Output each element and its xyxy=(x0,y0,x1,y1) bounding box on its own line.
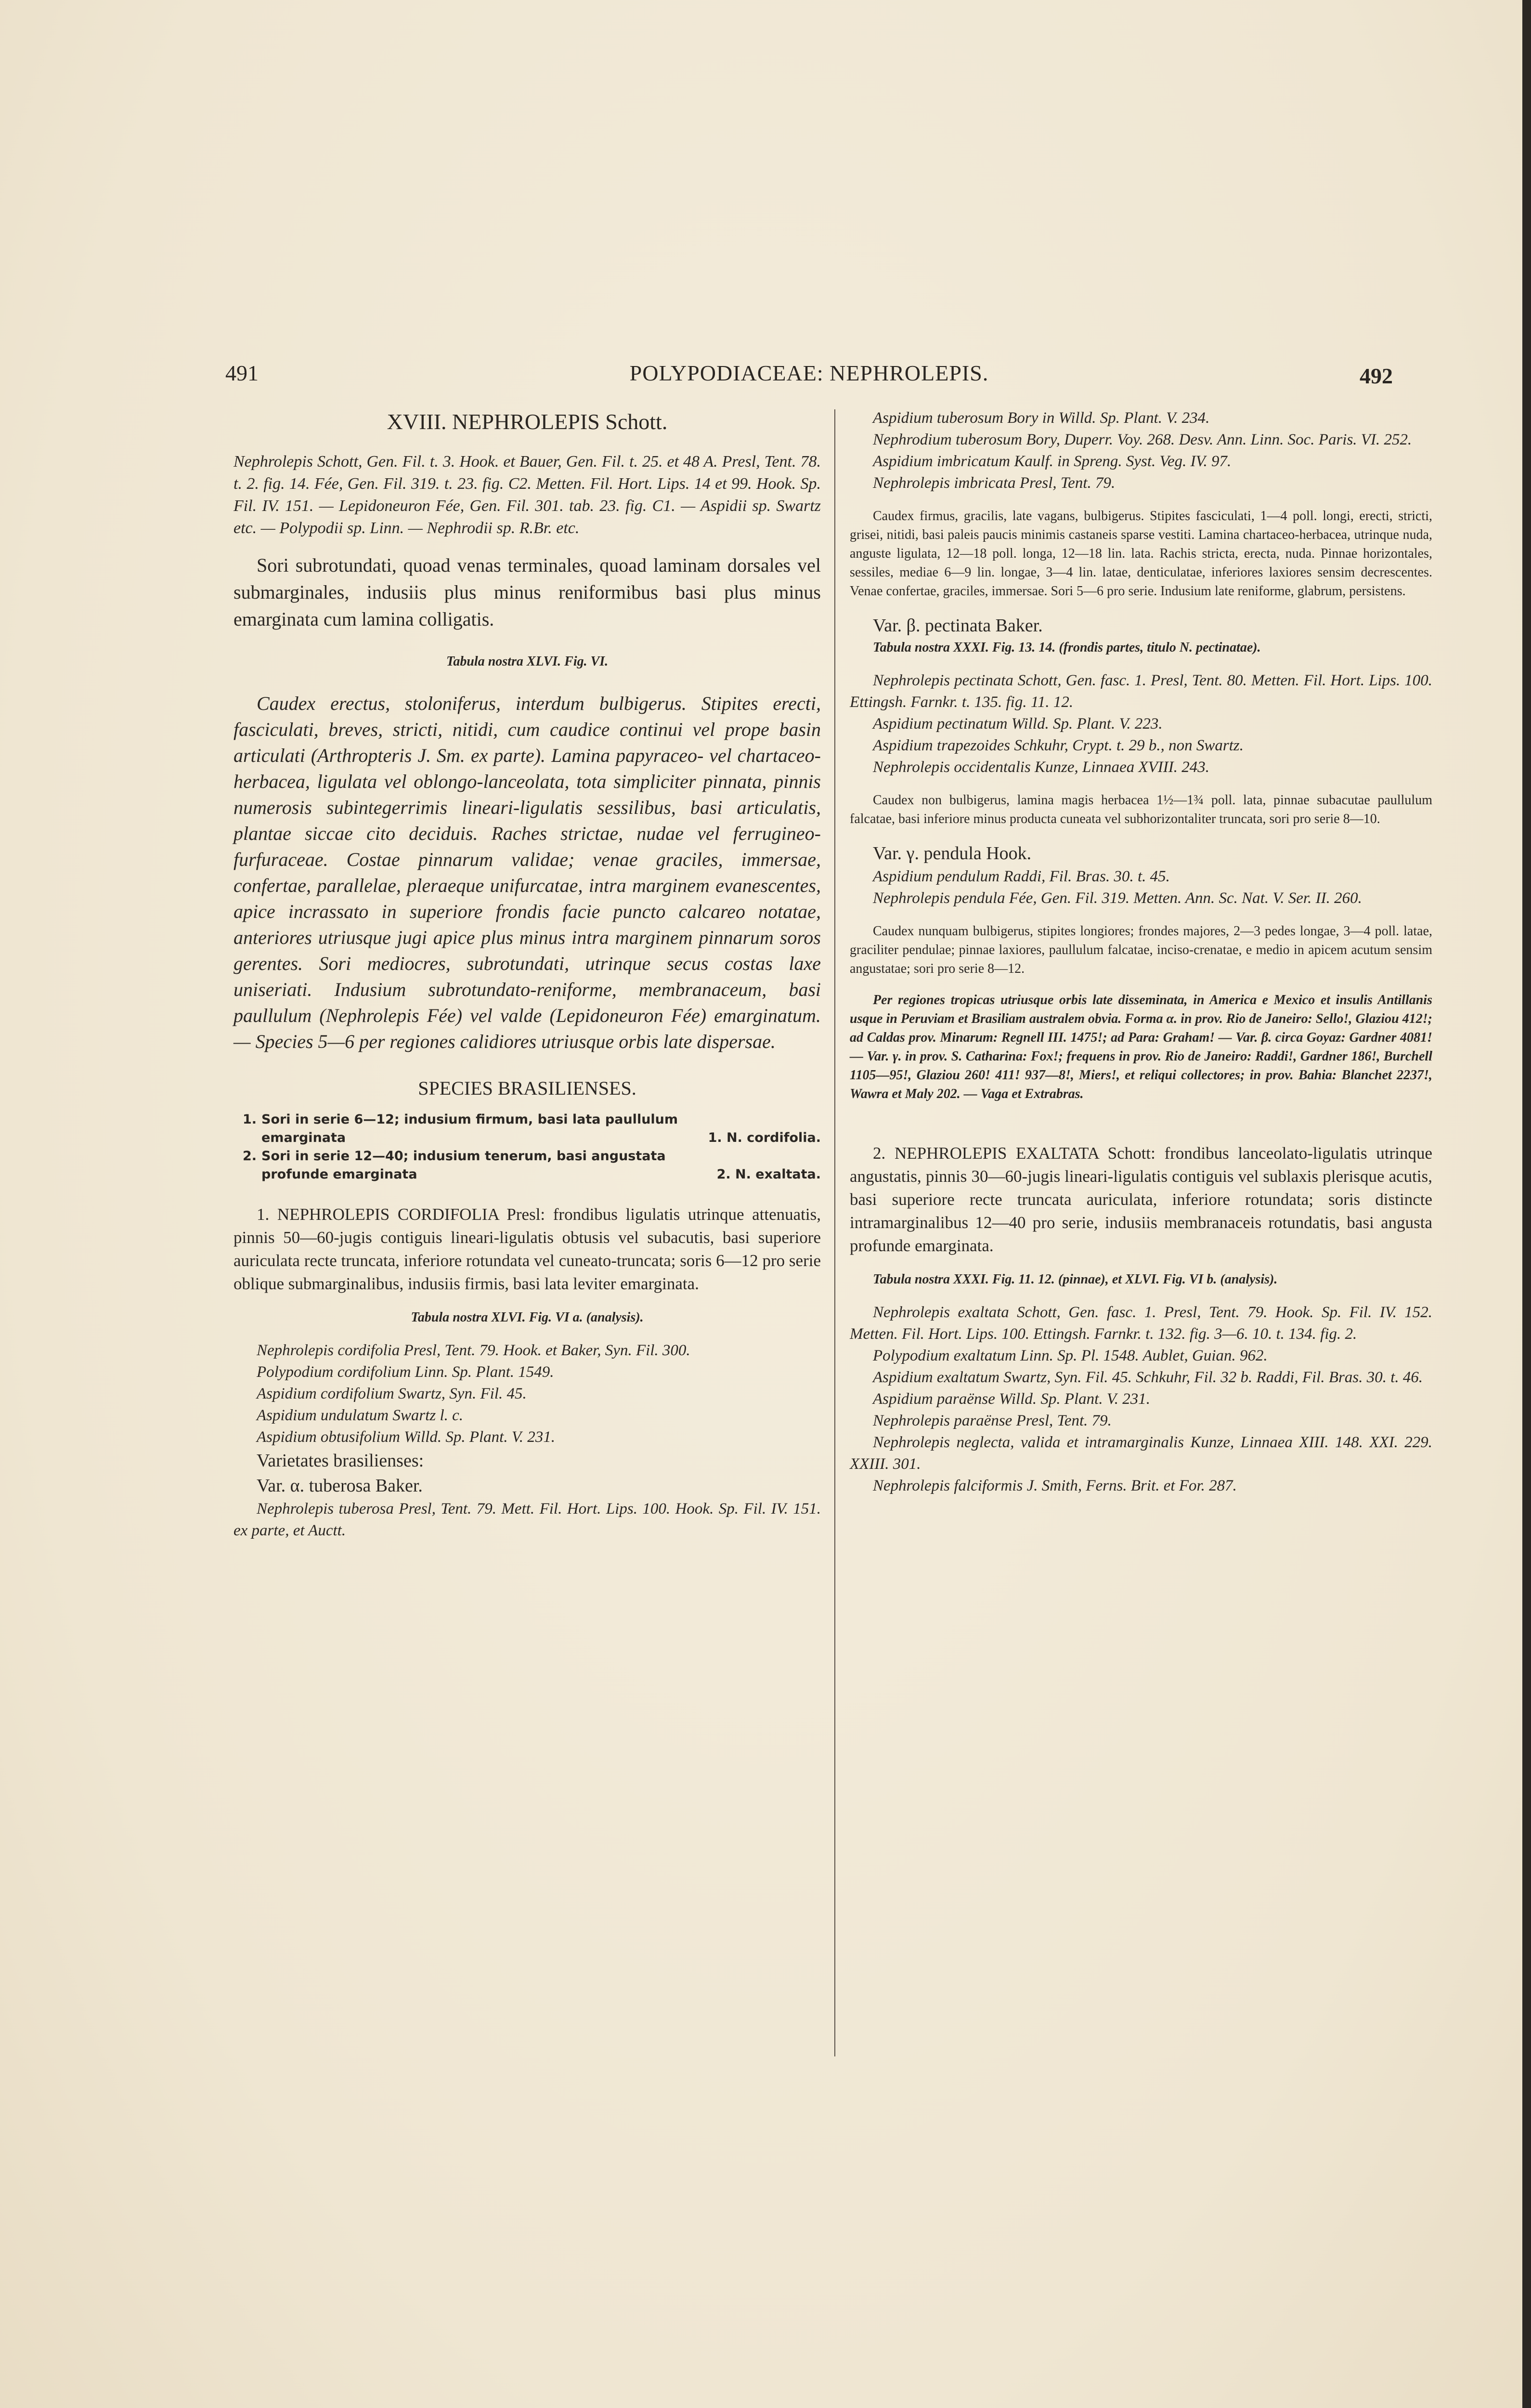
key-number: 2. xyxy=(242,1149,257,1164)
var-beta-tabula: Tabula nostra XXXI. Fig. 13. 14. (frondis partes, titulo N. pectinatae). xyxy=(873,640,1261,655)
species-1-reference: Nephrolepis cordifolia Presl, Tent. 79. Hook. et Baker, Syn. Fil. 300. xyxy=(257,1342,690,1359)
beta-reference: Aspidium pectinatum Willd. Sp. Plant. V. 223. xyxy=(873,715,1163,733)
distribution: Per regiones tropicas utriusque orbis late disseminata, in America e Mexico et insulis Antillanis usque in Peruviam et Brasiliam australem obvia. Forma α. in prov. Rio de Janeiro: Sello!, Glaziou 412!; ad Caldas prov. Minarum: Regnell III. 1475!; ad Para: Graham! — Var. β. circa Goyaz: Gardner 4081! — Var. γ. in prov. S. Catharina: Fox!; frequens in prov. Rio de Janeiro: Raddi!, Gardner 186!, Burchell 1105—95!, Glaziou 260! 411! 937—8!, Miers!, et reliqui collectores; in prov. Bahia: Blanchet 2237!, Wawra et Maly 202. — Vaga et Extrabras. xyxy=(850,993,1432,1101)
tabula-reference-3: Tabula nostra XXXI. Fig. 11. 12. (pinnae), et XLVI. Fig. VI b. (analysis). xyxy=(873,1272,1278,1287)
page-number-left: 491 xyxy=(225,361,259,385)
right-column xyxy=(850,407,1432,1497)
beta-reference: Aspidium trapezoides Schkuhr, Crypt. t. 29 b., non Swartz. xyxy=(873,737,1244,754)
alpha-reference: Aspidium tuberosum Bory in Willd. Sp. Plant. V. 234. xyxy=(873,409,1210,427)
species-2-reference: Aspidium exaltatum Swartz, Syn. Fil. 45. Schkuhr, Fil. 32 b. Raddi, Fil. Bras. 30. t. 46. xyxy=(873,1369,1423,1386)
tabula-reference-2: Tabula nostra XLVI. Fig. VI a. (analysis). xyxy=(411,1310,644,1325)
var-gamma-description: Caudex nunquam bulbigerus, stipites longiores; frondes majores, 2—3 pedes longae, 3—4 poll. latae, graciliter pendulae; pinnae laxiores, paullulum falcatae, inciso-crenatae, e medio in apicem acutum sensim angustatae; sori pro serie 8—12. xyxy=(850,924,1432,976)
var-beta-heading: Var. β. pectinata Baker. xyxy=(873,615,1043,636)
genus-synonymy: Nephrolepis Schott, Gen. Fil. t. 3. Hook. et Bauer, Gen. Fil. t. 25. et 48 A. Presl, Tent. 78. t. 2. fig. 14. Fée, Gen. Fil. 319. t. 23. fig. C2. Metten. Fil. Hort. Lips. 14 et 99. Hook. Sp. Fil. IV. 151. — Lepidoneuron Fée, Gen. Fil. 301. tab. 23. fig. C1. — Aspidii sp. Swartz etc. — Polypodii sp. Linn. — Nephrodii sp. R.Br. etc. xyxy=(234,453,821,537)
var-alpha-heading: Var. α. tuberosa Baker. xyxy=(257,1476,423,1496)
running-title: POLYPODIACEAE: NEPHROLEPIS. xyxy=(629,361,989,385)
key-row-1 xyxy=(234,1111,821,1147)
alpha-reference: Nephrodium tuberosum Bory, Duperr. Voy. 268. Desv. Ann. Linn. Soc. Paris. VI. 252. xyxy=(873,431,1412,448)
species-2-reference: Nephrolepis paraënse Presl, Tent. 79. xyxy=(873,1412,1112,1429)
var-beta-description: Caudex non bulbigerus, lamina magis herbacea 1½—1¾ poll. lata, pinnae subacutae paullulum falcatae, basi inferiore minus producta cuneata vel subhorizontaliter truncata, sori pro serie 8—10. xyxy=(850,793,1432,826)
tabula-reference-1: Tabula nostra XLVI. Fig. VI. xyxy=(446,654,609,669)
page-edge-shadow xyxy=(1522,0,1531,2408)
left-column xyxy=(234,407,821,1542)
species-2-reference: Aspidium paraënse Willd. Sp. Plant. V. 231. xyxy=(873,1390,1150,1408)
key-text: Sori in serie 12—40; indusium tenerum, basi angustata profunde emarginata xyxy=(261,1149,666,1182)
species-heading: SPECIES BRASILIENSES. xyxy=(418,1077,636,1099)
species-2-description: 2. NEPHROLEPIS EXALTATA Schott: frondibus lanceolato-ligulatis utrinque angustatis, pinnis 30—60-jugis lineari-ligulatis contiguis vel sublaxis plerisque acutis, basi superiore recte truncata auriculata, inferiore rotundata; soris distincte intramarginalibus 12—40 pro serie, indusiis membranaceis rotundatis, basi angusta profunde emarginata. xyxy=(850,1144,1432,1255)
key-target: 2. N. exaltata. xyxy=(716,1167,821,1182)
key-row-2 xyxy=(234,1147,821,1184)
species-1-reference: Aspidium cordifolium Swartz, Syn. Fil. 45. xyxy=(257,1385,527,1402)
beta-reference: Nephrolepis pectinata Schott, Gen. fasc. 1. Presl, Tent. 80. Metten. Fil. Hort. Lips. 100. Ettingsh. Farnkr. t. 135. fig. 11. 12. xyxy=(850,672,1432,711)
key-text: Sori in serie 6—12; indusium firmum, basi lata paullulum emarginata xyxy=(261,1112,678,1145)
gamma-reference: Nephrolepis pendula Fée, Gen. Fil. 319. Metten. Ann. Sc. Nat. V. Ser. II. 260. xyxy=(873,890,1362,907)
species-1-reference: Aspidium undulatum Swartz l. c. xyxy=(257,1407,464,1424)
species-1-reference: Polypodium cordifolium Linn. Sp. Plant. 1549. xyxy=(257,1363,554,1381)
var-gamma-heading: Var. γ. pendula Hook. xyxy=(873,843,1032,864)
column-divider xyxy=(834,409,835,2056)
species-2-reference: Nephrolepis falciformis J. Smith, Ferns. Brit. et For. 287. xyxy=(873,1477,1237,1494)
species-2-reference: Nephrolepis exaltata Schott, Gen. fasc. 1. Presl, Tent. 79. Hook. Sp. Fil. IV. 152. Metten. Fil. Hort. Lips. 100. Ettingsh. Farnkr. t. 132. fig. 3—6. 10. t. 134. fig. 2. xyxy=(850,1304,1432,1343)
key-target: 1. N. cordifolia. xyxy=(708,1130,821,1145)
species-1-reference: Aspidium obtusifolium Willd. Sp. Plant. V. 231. xyxy=(257,1428,556,1446)
var-alpha-description: Caudex firmus, gracilis, late vagans, bulbigerus. Stipites fasciculati, 1—4 poll. longi, erecti, stricti, grisei, nitidi, basi paleis paucis minimis castaneis sparse vestiti. Lamina chartaceo-herbacea, utrinque nuda, anguste ligulata, 12—18 poll. longa, 12—18 lin. lata. Rachis stricta, erecta, nuda. Pinnae horizontales, sessiles, mediae 6—9 lin. longae, 3—4 lin. latae, denticulatae, inferiores laxiores sensim decrescentes. Venae confertae, graciles, immersae. Sori 5—6 pro serie. Indusium late reniforme, glabrum, persistens. xyxy=(850,509,1432,599)
varietates-label: Varietates brasilienses: xyxy=(257,1451,424,1471)
species-2-reference: Nephrolepis neglecta, valida et intramarginalis Kunze, Linnaea XIII. 148. XXI. 229. XXIII. 301. xyxy=(850,1434,1432,1473)
species-key xyxy=(234,1111,821,1184)
genus-description: Caudex erectus, stoloniferus, interdum bulbigerus. Stipites erecti, fasciculati, breves, stricti, nitidi, cum caudice continui vel prope basin articulati (Arthropteris J. Sm. ex parte). Lamina papyraceo- vel chartaceo-herbacea, ligulata vel oblongo-lanceolata, tota simpliciter pinnata, pinnis numerosis subintegerrimis lineari-ligulatis sessilibus, basi articulatis, plantae siccae cito deciduis. Raches strictae, nudae vel ferrugineo-furfuraceae. Costae pinnarum validae; venae graciles, immersae, confertae, parallelae, pleraeque unifurcatae, intra marginem evanescentes, apice incrassato in superiore frondis facie puncto calcareo notatae, anteriores utriusque jugi apice plus minus intra marginem pinnarum soros gerentes. Sori mediocres, subrotundati, utrinque secus costas laxe uniseriati. Indusium subrotundato-reniforme, membranaceum, basi paullulum (Nephrolepis Fée) vel valde (Lepidoneuron Fée) emarginatum. — Species 5—6 per regiones calidiores utriusque orbis late dispersae. xyxy=(234,693,821,1052)
species-1-description: 1. NEPHROLEPIS CORDIFOLIA Presl: frondibus ligulatis utrinque attenuatis, pinnis 50—60-jugis contiguis lineari-ligulatis obtusis vel subacutis, basi superiore auriculata recte truncata, inferiore rotundata vel cuneato-truncata; soris 6—12 pro serie oblique submarginalibus, indusiis firmis, basi lata leviter emarginata. xyxy=(234,1205,821,1293)
beta-reference: Nephrolepis occidentalis Kunze, Linnaea XVIII. 243. xyxy=(873,759,1210,776)
species-2-reference: Polypodium exaltatum Linn. Sp. Pl. 1548. Aublet, Guian. 962. xyxy=(873,1347,1268,1364)
alpha-reference: Aspidium imbricatum Kaulf. in Spreng. Syst. Veg. IV. 97. xyxy=(873,453,1232,470)
var-alpha-reference: Nephrolepis tuberosa Presl, Tent. 79. Mett. Fil. Hort. Lips. 100. Hook. Sp. Fil. IV. 151. ex parte, et Auctt. xyxy=(234,1500,821,1539)
genus-title: XVIII. NEPHROLEPIS Schott. xyxy=(387,409,668,434)
running-head xyxy=(225,360,1393,389)
alpha-reference: Nephrolepis imbricata Presl, Tent. 79. xyxy=(873,474,1116,492)
gamma-reference: Aspidium pendulum Raddi, Fil. Bras. 30. t. 45. xyxy=(873,868,1170,885)
genus-diagnosis: Sori subrotundati, quoad venas terminales, quoad laminam dorsales vel submarginales, indusiis plus minus reniformibus basi plus minus emarginata cum lamina colligatis. xyxy=(234,554,821,630)
key-number: 1. xyxy=(242,1112,257,1127)
page-number-right: 492 xyxy=(1360,364,1393,388)
